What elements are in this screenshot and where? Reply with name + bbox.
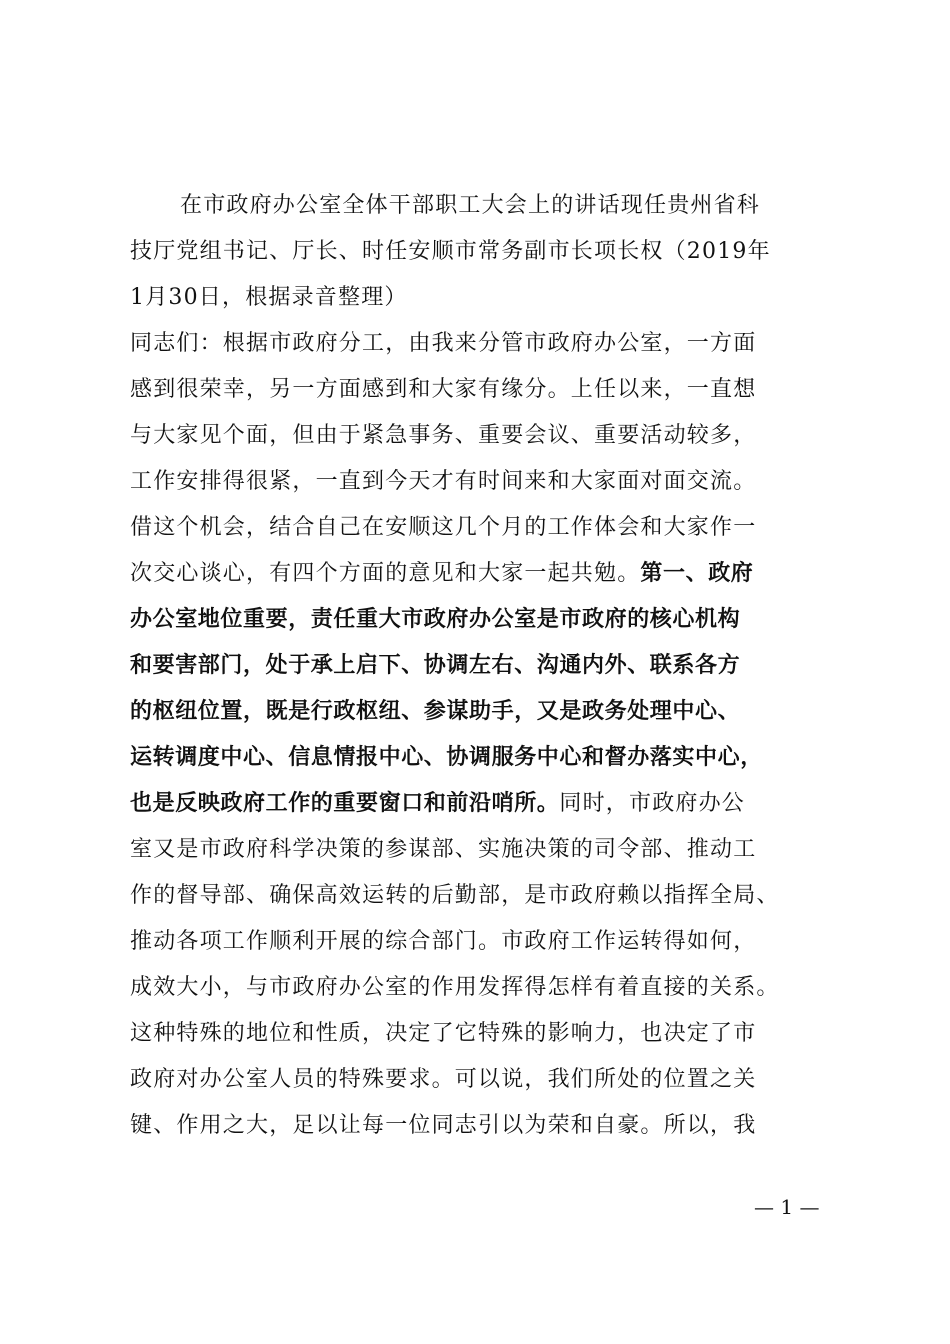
title-line-1: 在市政府办公室全体干部职工大会上的讲话现任贵州省科 <box>180 193 761 218</box>
body-line-9: 推动各项工作顺利开展的综合部门。市政府工作运转得如何， <box>130 929 757 954</box>
title-line-2: 技厅党组书记、厅长、时任安顺市常务副市长项长权（2019年 <box>130 239 771 264</box>
bold-line-2: 和要害部门，处于承上启下、协调左右、沟通内外、联系各方 <box>130 653 741 678</box>
body-line-1: 同志们：根据市政府分工，由我来分管市政府办公室，一方面 <box>130 331 757 356</box>
body-continuation: 同时，市政府办公 <box>559 791 746 816</box>
body-line-3: 与大家见个面，但由于紧急事务、重要会议、重要活动较多， <box>130 423 757 448</box>
body-line-13: 键、作用之大，足以让每一位同志引以为荣和自豪。所以，我 <box>130 1113 757 1138</box>
body-line-12: 政府对办公室人员的特殊要求。可以说，我们所处的位置之关 <box>130 1067 757 1092</box>
body-line-6 <box>130 560 830 588</box>
mixed-line <box>130 790 830 818</box>
title-line-3: 1月30日，根据录音整理） <box>130 285 408 310</box>
bold-line-5: 也是反映政府工作的重要窗口和前沿哨所。 <box>130 791 560 816</box>
body-line-5: 借这个机会，结合自己在安顺这几个月的工作体会和大家作一 <box>130 515 757 540</box>
body-line-10: 成效大小，与市政府办公室的作用发挥得怎样有着直接的关系。 <box>130 975 780 1000</box>
bold-line-4: 运转调度中心、信息情报中心、协调服务中心和督办落实中心， <box>130 745 763 770</box>
body-line-6-normal: 次交心谈心，有四个方面的意见和大家一起共勉。 <box>130 561 641 586</box>
bold-line-3: 的枢纽位置，既是行政枢纽、参谋助手，又是政务处理中心、 <box>130 699 741 724</box>
body-line-4: 工作安排得很紧，一直到今天才有时间来和大家面对面交流。 <box>130 469 757 494</box>
page-number: — 1 — <box>754 1195 820 1219</box>
body-line-8: 作的督导部、确保高效运转的后勤部，是市政府赖以指挥全局、 <box>130 883 780 908</box>
section-heading-start: 第一、政府 <box>640 561 754 586</box>
bold-line-1: 办公室地位重要，责任重大市政府办公室是市政府的核心机构 <box>130 607 741 632</box>
body-line-7: 室又是市政府科学决策的参谋部、实施决策的司令部、推动工 <box>130 837 757 862</box>
body-line-11: 这种特殊的地位和性质，决定了它特殊的影响力，也决定了市 <box>130 1021 757 1046</box>
body-line-2: 感到很荣幸，另一方面感到和大家有缘分。上任以来，一直想 <box>130 377 757 402</box>
